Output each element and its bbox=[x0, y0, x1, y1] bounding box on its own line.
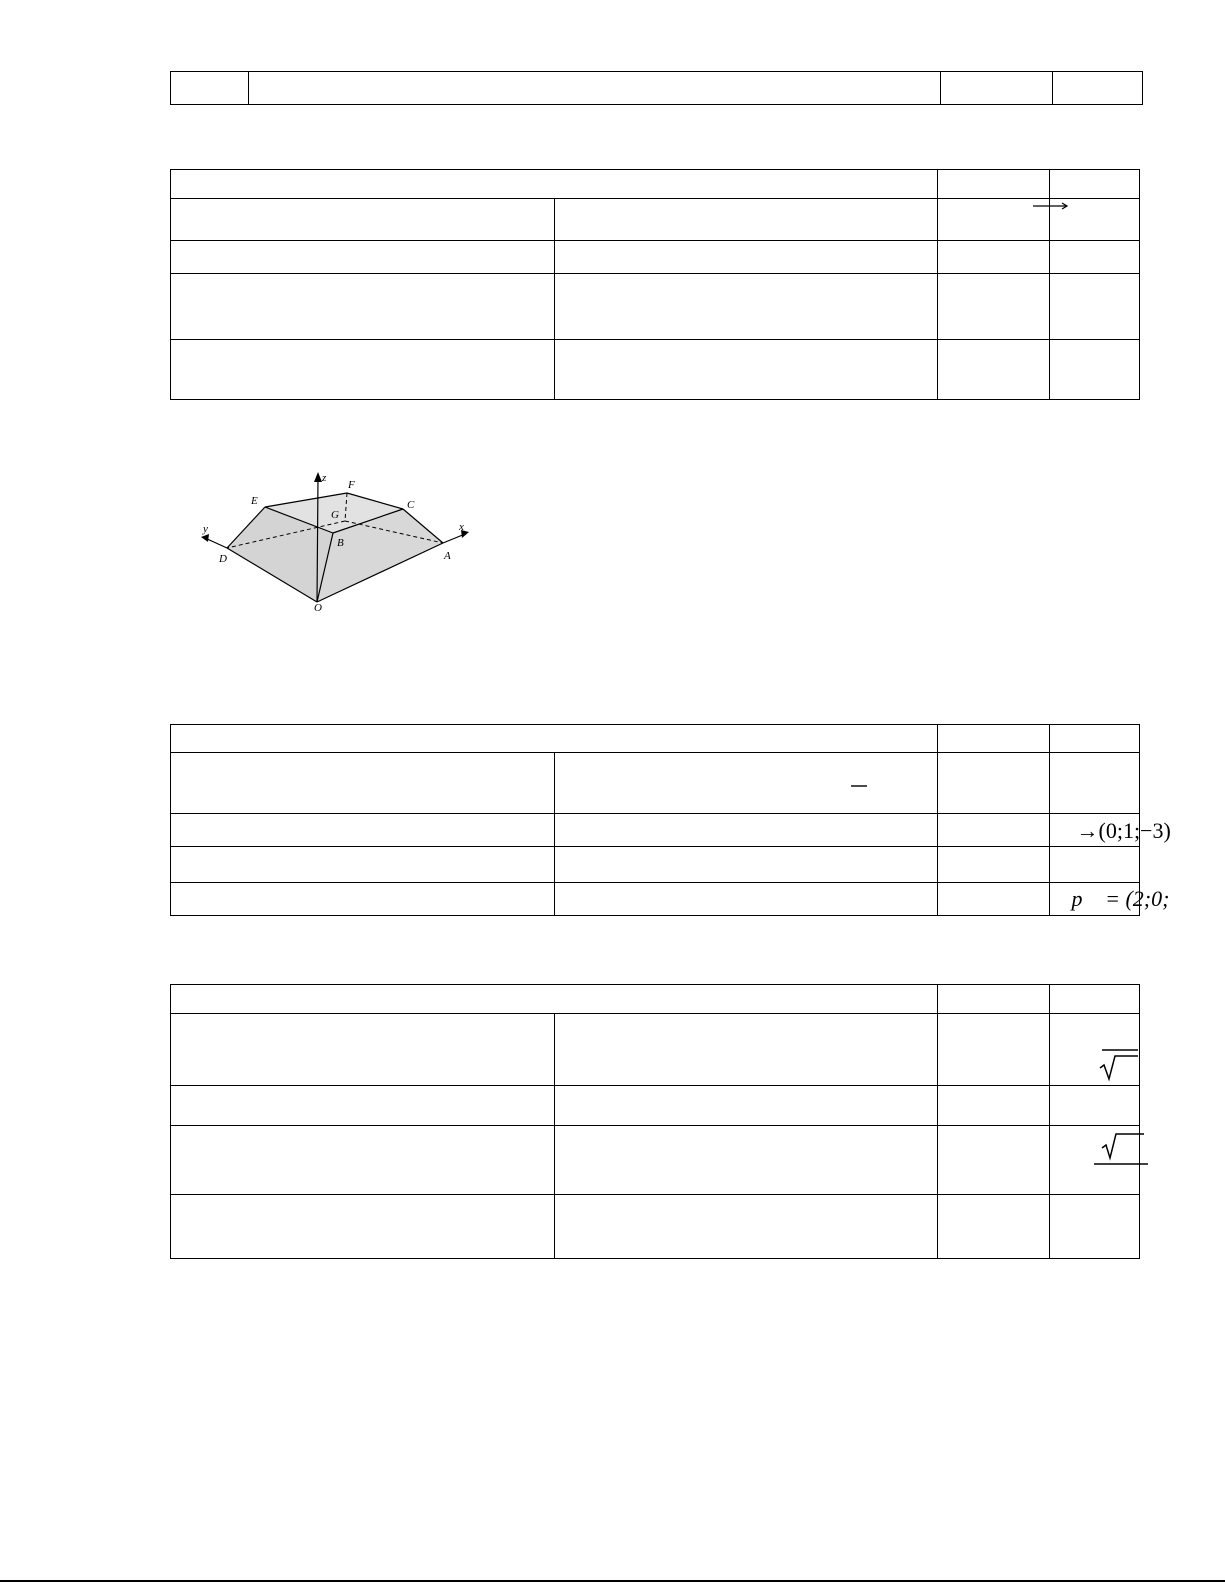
table-3-cell bbox=[171, 847, 555, 883]
label-F: F bbox=[348, 479, 355, 491]
label-C: C bbox=[407, 499, 415, 511]
table-4-cell bbox=[1050, 1126, 1140, 1195]
table-3-header-cell bbox=[938, 725, 1050, 753]
table-4-cell bbox=[938, 1086, 1050, 1126]
table-2-cell bbox=[1050, 241, 1140, 274]
table-4-header-cell bbox=[1050, 985, 1140, 1014]
table-3-cell bbox=[938, 814, 1050, 847]
vector-p-expression: p⃗ = (2;0; bbox=[1071, 886, 1170, 911]
table-3-cell bbox=[554, 847, 938, 883]
table-2-cell bbox=[171, 241, 555, 274]
table-2-header-cell bbox=[171, 170, 938, 199]
table-4-cell bbox=[938, 1014, 1050, 1086]
table-1-cell bbox=[249, 72, 941, 105]
label-E: E bbox=[251, 495, 258, 507]
table-2-cell bbox=[1050, 340, 1140, 400]
table-4 bbox=[170, 984, 1140, 1259]
table-2-cell bbox=[938, 241, 1050, 274]
table-3-cell bbox=[938, 847, 1050, 883]
table-4-cell bbox=[171, 1086, 555, 1126]
table-2-cell bbox=[938, 340, 1050, 400]
table-3-cell bbox=[554, 814, 1171, 847]
table-2-header-cell bbox=[938, 170, 1050, 199]
table-4-cell bbox=[171, 1195, 555, 1259]
table-3-header-cell bbox=[171, 725, 938, 753]
table-1-cell bbox=[941, 72, 1053, 105]
table-3-cell bbox=[1050, 883, 1140, 916]
table-4-cell bbox=[1050, 1086, 1140, 1126]
table-2-cell bbox=[171, 274, 555, 340]
table-3-cell bbox=[1050, 814, 1140, 847]
table-3-cell bbox=[938, 883, 1050, 916]
table-4-cell bbox=[171, 1126, 555, 1195]
footer-rule bbox=[0, 1580, 1225, 1582]
table-4-cell bbox=[171, 1014, 555, 1086]
table-4-header-cell bbox=[938, 985, 1050, 1014]
label-D: D bbox=[219, 553, 227, 565]
table-3-header-cell bbox=[1050, 725, 1140, 753]
table-2-cell bbox=[1050, 199, 1140, 241]
table-1 bbox=[170, 71, 1143, 105]
table-2-cell bbox=[938, 274, 1050, 340]
label-A: A bbox=[444, 550, 451, 562]
table-3-cell bbox=[554, 753, 938, 814]
table-4-cell bbox=[1050, 1195, 1140, 1259]
table-3-cell bbox=[1050, 847, 1140, 883]
table-3-cell bbox=[171, 753, 555, 814]
table-2-cell bbox=[554, 199, 938, 241]
table-2-cell bbox=[554, 241, 938, 274]
table-1-cell bbox=[1053, 72, 1143, 105]
table-2-cell bbox=[171, 199, 555, 241]
label-G: G bbox=[331, 509, 339, 521]
pyramid-figure bbox=[195, 468, 485, 618]
table-2 bbox=[170, 169, 1140, 400]
table-4-cell bbox=[554, 1195, 938, 1259]
table-3 bbox=[170, 724, 1171, 916]
table-1-cell bbox=[171, 72, 249, 105]
vector-coordinates: →(0;1;−3) bbox=[1076, 818, 1171, 843]
table-2-cell bbox=[554, 274, 938, 340]
table-2-cell bbox=[1050, 274, 1140, 340]
table-3-cell bbox=[554, 883, 1170, 916]
label-x: x bbox=[459, 521, 464, 533]
table-4-header-cell bbox=[171, 985, 938, 1014]
table-2-cell bbox=[554, 340, 938, 400]
table-2-header-cell bbox=[1050, 170, 1140, 199]
label-O: O bbox=[314, 602, 322, 614]
table-3-cell bbox=[1050, 753, 1140, 814]
table-2-cell bbox=[171, 340, 555, 400]
label-y: y bbox=[203, 523, 208, 535]
table-4-cell bbox=[938, 1195, 1050, 1259]
table-4-cell bbox=[554, 1014, 938, 1086]
table-3-cell bbox=[938, 753, 1050, 814]
table-4-cell bbox=[554, 1086, 938, 1126]
table-4-cell bbox=[1050, 1014, 1140, 1086]
table-3-cell bbox=[171, 883, 555, 916]
table-4-cell bbox=[554, 1126, 938, 1195]
table-2-cell bbox=[938, 199, 1050, 241]
label-z: z bbox=[322, 472, 327, 484]
fraction-bar-icon bbox=[851, 784, 867, 788]
table-4-cell bbox=[938, 1126, 1050, 1195]
label-B: B bbox=[337, 537, 344, 549]
table-3-cell bbox=[171, 814, 555, 847]
